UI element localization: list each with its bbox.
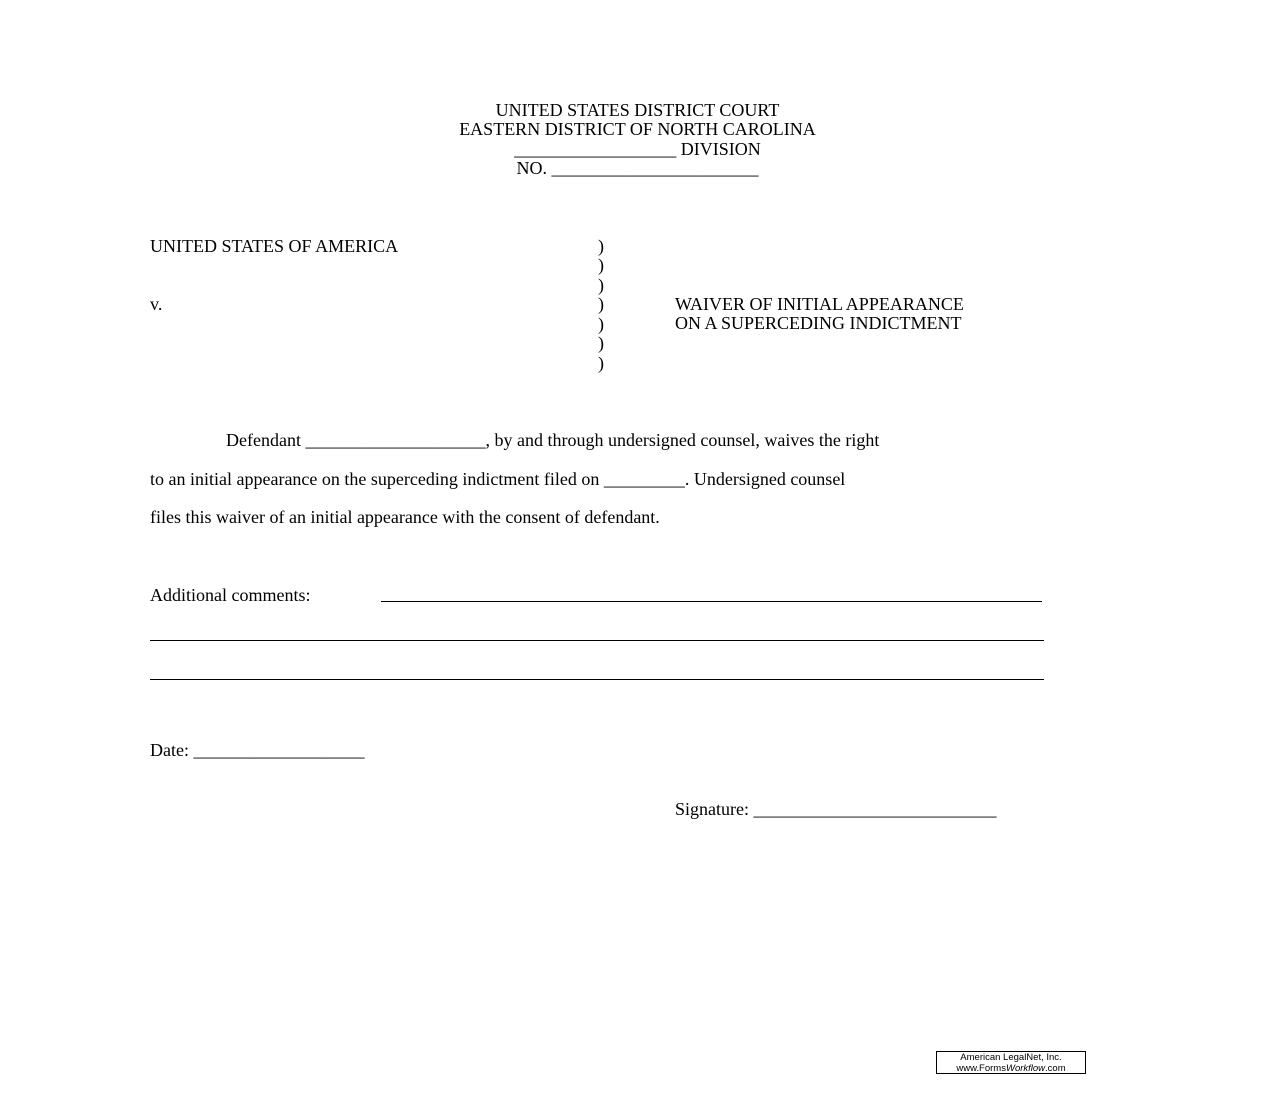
caption-paren: ) xyxy=(598,294,604,314)
comments-line-1[interactable] xyxy=(381,601,1042,602)
caption-paren: ) xyxy=(598,353,604,373)
district-name: EASTERN DISTRICT OF NORTH CAROLINA xyxy=(459,119,816,139)
case-number-field: NO. _______________________ xyxy=(516,158,759,178)
stamp-company: American LegalNet, Inc. xyxy=(960,1052,1062,1063)
date-field[interactable]: Date: ___________________ xyxy=(150,740,365,760)
caption-paren: ) xyxy=(598,275,604,295)
legalnet-stamp xyxy=(936,1051,1086,1074)
signature-field[interactable]: Signature: ___________________________ xyxy=(675,799,997,819)
comments-line-3[interactable] xyxy=(150,679,1044,680)
court-name: UNITED STATES DISTRICT COURT xyxy=(495,100,780,120)
body-line-3: files this waiver of an initial appearance with the consent of defendant. xyxy=(150,507,660,527)
stamp-url-suffix: .com xyxy=(1045,1062,1066,1074)
stamp-url-prefix: www.Forms xyxy=(956,1062,1006,1074)
versus-label: v. xyxy=(150,294,163,314)
body-line-1: Defendant ____________________, by and through undersigned counsel, waives the right xyxy=(226,430,880,450)
plaintiff-name: UNITED STATES OF AMERICA xyxy=(150,236,399,256)
caption-paren: ) xyxy=(598,255,604,275)
body-line-2: to an initial appearance on the superceding indictment filed on _________. Undersigned counsel xyxy=(150,469,846,489)
caption-paren: ) xyxy=(598,314,604,334)
stamp-url-italic: Workflow xyxy=(1005,1062,1046,1074)
document-title-line2: ON A SUPERCEDING INDICTMENT xyxy=(675,313,962,333)
document-title-line1: WAIVER OF INITIAL APPEARANCE xyxy=(675,294,964,314)
division-field: __________________ DIVISION xyxy=(514,139,761,159)
caption-paren: ) xyxy=(598,333,604,353)
stamp-url xyxy=(937,1064,1085,1075)
comments-label: Additional comments: xyxy=(150,585,311,605)
caption-paren: ) xyxy=(598,236,604,256)
comments-line-2[interactable] xyxy=(150,640,1044,641)
